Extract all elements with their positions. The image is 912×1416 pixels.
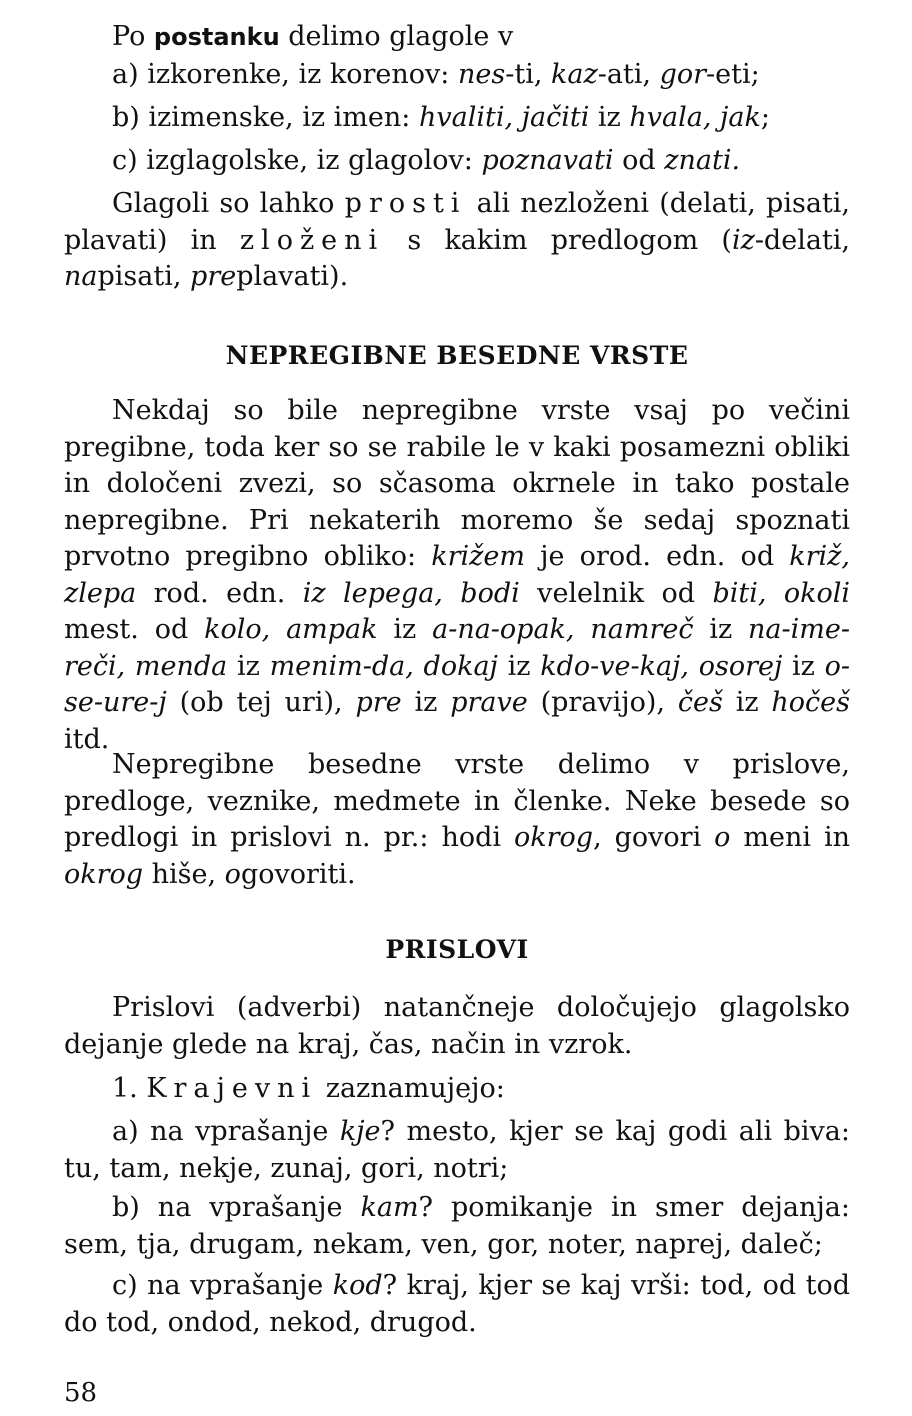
prislovi-item-c: c) na vprašanje kod? kraj, kjer se kaj vrši: tod, od tod do tod, ondod, nekod, drugod. [64,1270,851,1338]
list-item-b: b) izimenske, iz imen: hvaliti, jačiti iz hvala, jak; [112,102,770,133]
section-heading-prislovi: PRISLOVI [385,935,529,964]
list-item-c: c) izglagolske, iz glagolov: poznavati od znati. [112,145,741,176]
simple-compound-paragraph: Glagoli so lahko prosti ali nezloženi (delati, pisati, plavati) in zloženi s kakim predlogom (iz-delati, napisati, preplavati). [64,188,850,292]
paragraph-prislovi: Prislovi (adverbi) natančneje določujejo glagolsko dejanje glede na kraj, čas, način in vzrok. [64,992,850,1060]
prislovi-item-1: 1. Krajevni zaznamujejo: [112,1073,505,1104]
prislovi-item-b: b) na vprašanje kam? pomikanje in smer dejanja: sem, tja, drugam, nekam, ven, gor, noter, naprej, daleč; [64,1192,850,1260]
section-heading-nepregibne: NEPREGIBNE BESEDNE VRSTE [225,341,689,370]
intro-line: Po postanku delimo glagole v [112,21,514,52]
paragraph-nepregibne: Nekdaj so bile nepregibne vrste vsaj po večini pregibne, toda ker so se rabile le v kaki posamezni obliki in določeni zvezi, so sčasoma okrnele in tako postale nepregibne. Pri nekaterih moremo še sedaj spoznati prvotno pregibno obliko: križem je orod. edn. od križ, zlepa rod. edn. iz lepega, bodi velelnik od biti, okoli mest. od kolo, ampak iz a-na-opak, namreč iz na-ime-reči, menda iz menim-da, dokaj iz kdo-ve-kaj, osorej iz o-se-ure-j (ob tej uri), pre iz prave (pravijo), češ iz hočeš itd. [64,395,851,755]
list-item-a: a) izkorenke, iz korenov: nes-ti, kaz-ati, gor-eti; [112,59,760,90]
paragraph-division: Nepregibne besedne vrste delimo v prislove, predloge, veznike, medmete in členke. Neke besede so predlogi in prislovi n. pr.: hodi okrog, govori o meni in okrog hiše, ogovoriti. [64,749,851,890]
prislovi-item-a: a) na vprašanje kje? mesto, kjer se kaj godi ali biva: tu, tam, nekje, zunaj, gori, notri; [64,1116,850,1184]
page-number: 58 [64,1378,98,1408]
